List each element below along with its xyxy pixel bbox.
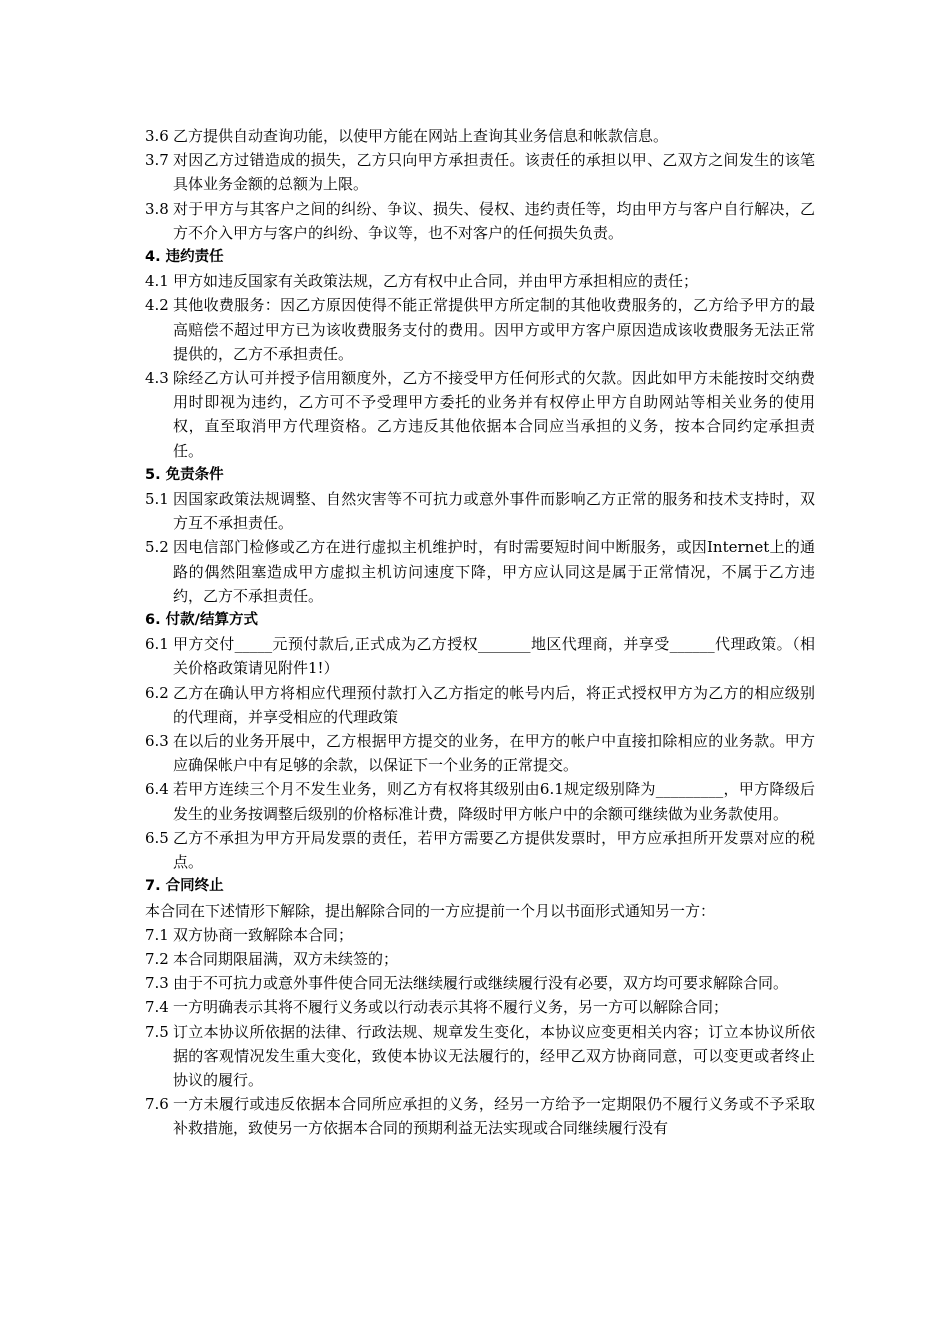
clause-4-3: 4.3 除经乙方认可并授予信用额度外，乙方不接受甲方任何形式的欠款。因此如甲方未能按时交纳费用时即视为违约，乙方可不予受理甲方委托的业务并有权停止甲方自助网站等相关业务的使用权，直至取消甲方代理资格。乙方违反其他依据本合同应当承担的义务，按本合同约定承担责任。 <box>145 369 815 460</box>
clause-3-6: 3.6 乙方提供自动查询功能，以使甲方能在网站上查询其业务信息和帐款信息。 <box>145 127 669 145</box>
clause-7-3: 7.3 由于不可抗力或意外事件使合同无法继续履行或继续履行没有必要，双方均可要求解除合同。 <box>145 974 789 993</box>
clause-6-4: 6.4 若甲方连续三个月不发生业务，则乙方有权将其级别由6.1规定级别降为_________，甲方降级后发生的业务按调整后级别的价格标准计费，降级时甲方帐户中的余额可继续做为业务款使用。 <box>145 780 815 823</box>
clause-4-1: 4.1 甲方如违反国家有关政策法规，乙方有权中止合同，并由甲方承担相应的责任； <box>145 272 699 291</box>
document-body <box>145 124 815 1141</box>
section-heading-6: 6. 付款/结算方式 <box>145 612 258 629</box>
clause-6-5: 6.5 乙方不承担为甲方开局发票的责任，若甲方需要乙方提供发票时，甲方应承担所开发票对应的税点。 <box>145 828 815 872</box>
section-heading-7: 7. 合同终止 <box>145 878 224 895</box>
section-7-intro: 本合同在下述情形下解除，提出解除合同的一方应提前一个月以书面形式通知另一方： <box>145 901 716 920</box>
section-heading-5: 5. 免责条件 <box>145 466 224 483</box>
clause-6-2: 6.2 乙方在确认甲方将相应代理预付款打入乙方指定的帐号内后，将正式授权甲方为乙方的相应级别的代理商，并享受相应的代理政策 <box>145 683 815 726</box>
clause-7-5: 7.5 订立本协议所依据的法律、行政法规、规章发生变化，本协议应变更相关内容；订立本协议所依据的客观情况发生重大变化，致使本协议无法履行的，经甲乙双方协商同意，可以变更或者终止协议的履行。 <box>145 1022 815 1089</box>
clause-4-2: 4.2 其他收费服务：因乙方原因使得不能正常提供甲方所定制的其他收费服务的，乙方给予甲方的最高赔偿不超过甲方已为该收费服务支付的费用。因甲方或甲方客户原因造成该收费服务无法正常提供的，乙方不承担责任。 <box>145 296 815 363</box>
clause-5-1: 5.1 因国家政策法规调整、自然灾害等不可抗力或意外事件而影响乙方正常的服务和技术支持时，双方互不承担责任。 <box>145 490 815 533</box>
section-heading-4: 4. 违约责任 <box>145 249 224 266</box>
clause-6-3: 6.3 在以后的业务开展中，乙方根据甲方提交的业务，在甲方的帐户中直接扣除相应的业务款。甲方应确保帐户中有足够的余款，以保证下一个业务的正常提交。 <box>145 732 815 775</box>
clause-3-8: 3.8 对于甲方与其客户之间的纠纷、争议、损失、侵权、违约责任等，均由甲方与客户自行解决，乙方不介入甲方与客户的纠纷、争议等，也不对客户的任何损失负责。 <box>145 199 815 242</box>
clause-6-1: 6.1 甲方交付_____元预付款后,正式成为乙方授权_______地区代理商，并享受______代理政策。（相关价格政策请见附件1!） <box>145 635 815 678</box>
clause-7-2: 7.2 本合同期限届满，双方未续签的； <box>145 949 399 968</box>
clause-7-6: 7.6 一方未履行或违反依据本合同所应承担的义务，经另一方给予一定期限仍不履行义务或不予采取补救措施，致使另一方依据本合同的预期利益无法实现或合同继续履行没有 <box>145 1095 815 1138</box>
clause-5-2: 5.2 因电信部门检修或乙方在进行虚拟主机维护时，有时需要短时间中断服务，或因Internet上的通路的偶然阻塞造成甲方虚拟主机访问速度下降，甲方应认同这是属于正常情况，不属于乙方违约，乙方不承担责任。 <box>145 538 815 605</box>
clause-7-1: 7.1 双方协商一致解除本合同； <box>145 925 354 944</box>
clause-7-4: 7.4 一方明确表示其将不履行义务或以行动表示其将不履行义务，另一方可以解除合同； <box>145 998 729 1017</box>
clause-3-7: 3.7 对因乙方过错造成的损失，乙方只向甲方承担责任。该责任的承担以甲、乙双方之间发生的该笔具体业务金额的总额为上限。 <box>145 151 815 194</box>
